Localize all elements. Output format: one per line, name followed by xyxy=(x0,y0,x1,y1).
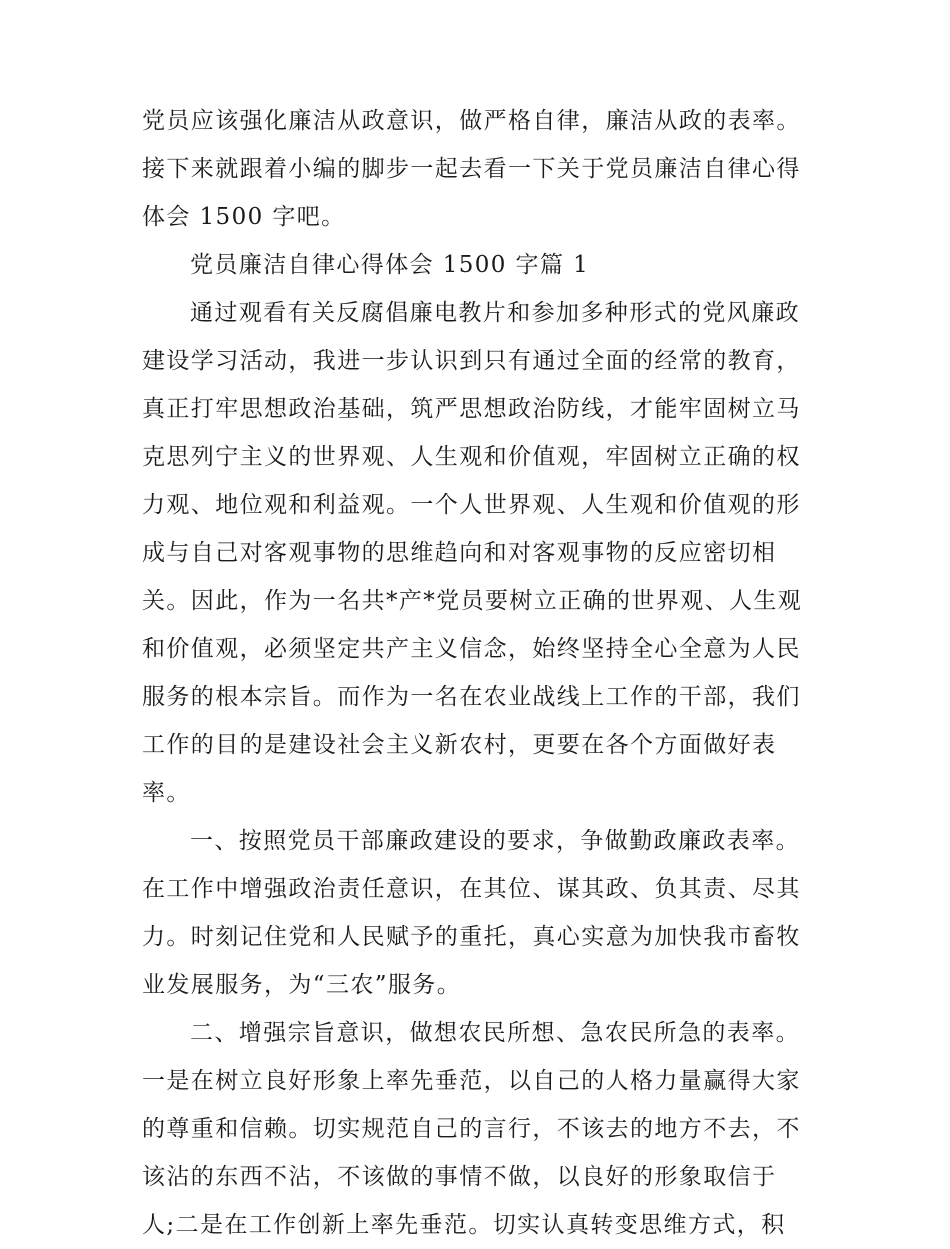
text-line: 率。 xyxy=(142,780,191,806)
text-line: 接下来就跟着小编的脚步一起去看一下关于党员廉洁自律心得 xyxy=(142,156,801,182)
text-line: 工作的目的是建设社会主义新农村，更要在各个方面做好表 xyxy=(142,732,777,758)
text-line: 业发展服务，为“三农”服务。 xyxy=(142,972,462,998)
text-line: 二、增强宗旨意识，做想农民所想、急农民所急的表率。 xyxy=(190,1020,800,1046)
document-body xyxy=(142,97,814,1249)
text-line: 一、按照党员干部廉政建设的要求，争做勤政廉政表率。 xyxy=(190,828,800,854)
text-line: 的尊重和信赖。切实规范自己的言行，不该去的地方不去，不 xyxy=(142,1116,801,1142)
text-line: 成与自己对客观事物的思维趋向和对客观事物的反应密切相 xyxy=(142,540,777,566)
text-line: 真正打牢思想政治基础，筑严思想政治防线，才能牢固树立马 xyxy=(142,396,801,422)
text-line: 力观、地位观和利益观。一个人世界观、人生观和价值观的形 xyxy=(142,492,801,518)
text-line: 建设学习活动，我进一步认识到只有通过全面的经常的教育， xyxy=(142,348,801,374)
text-line: 该沾的东西不沾，不该做的事情不做，以良好的形象取信于 xyxy=(142,1164,777,1190)
section-heading: 党员廉洁自律心得体会 1500 字篇 1 xyxy=(190,252,590,278)
text-line: 体会 1500 字吧。 xyxy=(142,204,346,230)
text-line: 通过观看有关反腐倡廉电教片和参加多种形式的党风廉政 xyxy=(190,300,800,326)
text-line: 克思列宁主义的世界观、人生观和价值观，牢固树立正确的权 xyxy=(142,444,801,470)
text-line: 和价值观，必须坚定共产主义信念，始终坚持全心全意为人民 xyxy=(142,636,801,662)
text-line: 一是在树立良好形象上率先垂范，以自己的人格力量赢得大家 xyxy=(142,1068,801,1094)
text-line: 力。时刻记住党和人民赋予的重托，真心实意为加快我市畜牧 xyxy=(142,924,801,950)
text-line: 党员应该强化廉洁从政意识，做严格自律，廉洁从政的表率。 xyxy=(142,108,801,134)
text-line: 在工作中增强政治责任意识，在其位、谋其政、负其责、尽其 xyxy=(142,876,801,902)
text-line: 服务的根本宗旨。而作为一名在农业战线上工作的干部，我们 xyxy=(142,684,801,710)
text-line: 关。因此，作为一名共*产*党员要树立正确的世界观、人生观 xyxy=(142,588,803,614)
text-line: 人;二是在工作创新上率先垂范。切实认真转变思维方式，积 xyxy=(142,1212,786,1238)
